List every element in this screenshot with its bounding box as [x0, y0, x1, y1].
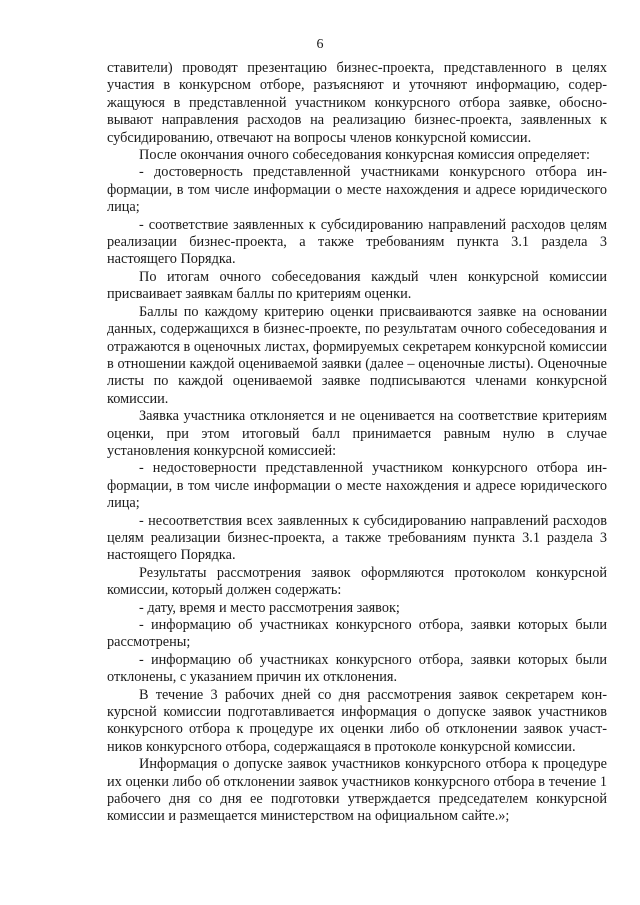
list-item: - дату, время и место рассмотрения заявок; [139, 599, 400, 616]
paragraph: В течение 3 рабочих дней со дня рассмотрения заявок секретарем конкурсной комиссии подготавливается информация о допуске заявок участников конкурсного отбора к процедуре их оценки либо об отклонении заявок участников конкурсного отбора, содержащаяся в протоколе конкурсной комиссии. [107, 686, 607, 755]
document-body [107, 60, 607, 826]
list-item: - соответствие заявленных к субсидированию направлений расходов целям реализации бизнес-проекта, а также требованиям пункта 3.1 раздела 3 настоящего Порядка. [107, 216, 607, 268]
paragraph: Заявка участника отклоняется и не оценивается на соответствие критериям оценки, при этом итоговый балл принимается равным нулю в случае установления конкурсной комиссией: [107, 408, 607, 459]
paragraph: Результаты рассмотрения заявок оформляются протоколом конкурсной комиссии, который должен содержать: [107, 564, 607, 599]
paragraph: ставители) проводят презентацию бизнес-проекта, представленного в целях участия в конкурсном отборе, разъясняют и уточняют информацию, содержащуюся в представленной участником конкурсного отбора заявке, обосновывают направления расходов на реализацию бизнес-проекта, заявленных к субсидированию, отвечают на вопросы членов конкурсной комиссии. [107, 60, 607, 146]
list-item: - недостоверности представленной участником конкурсного отбора информации, в том числе информации о месте нахождения и адресе юридического лица; [107, 460, 607, 512]
list-item: - несоответствия всех заявленных к субсидированию направлений расходов целям реализации бизнес-проекта, а также требованиям пункта 3.1 раздела 3 настоящего Порядка. [107, 512, 607, 564]
list-item: - информацию об участниках конкурсного отбора, заявки которых были рассмотрены; [107, 617, 607, 651]
paragraph: После окончания очного собеседования конкурсная комиссия определяет: [139, 147, 590, 164]
page-number: 6 [316, 37, 324, 52]
paragraph: Информация о допуске заявок участников конкурсного отбора к процедуре их оценки либо об отклонении заявок участников конкурсного отбора в течение 1 рабочего дня со дня ее подготовки утверждается председателем конкурсной комиссии и размещается министерством на официальном сайте.»; [107, 756, 607, 825]
list-item: - информацию об участниках конкурсного отбора, заявки которых были отклонены, с указанием причин их отклонения. [107, 651, 607, 686]
list-item: - достоверность представленной участниками конкурсного отбора информации, в том числе информации о месте нахождения и адресе юридического лица; [107, 164, 607, 216]
paragraph: По итогам очного собеседования каждый член конкурсной комиссии присваивает заявкам баллы по критериям оценки. [107, 268, 607, 303]
paragraph: Баллы по каждому критерию оценки присваиваются заявке на основании данных, содержащихся в бизнес-проекте, по результатам очного собеседования и отражаются в оценочных листах, формируемых секретарем конкурсной комиссии в отношении каждой оцениваемой заявки (далее – оценочные листы). Оценочные листы по каждой оцениваемой заявке подписываются членами конкурсной комиссии. [107, 303, 607, 407]
